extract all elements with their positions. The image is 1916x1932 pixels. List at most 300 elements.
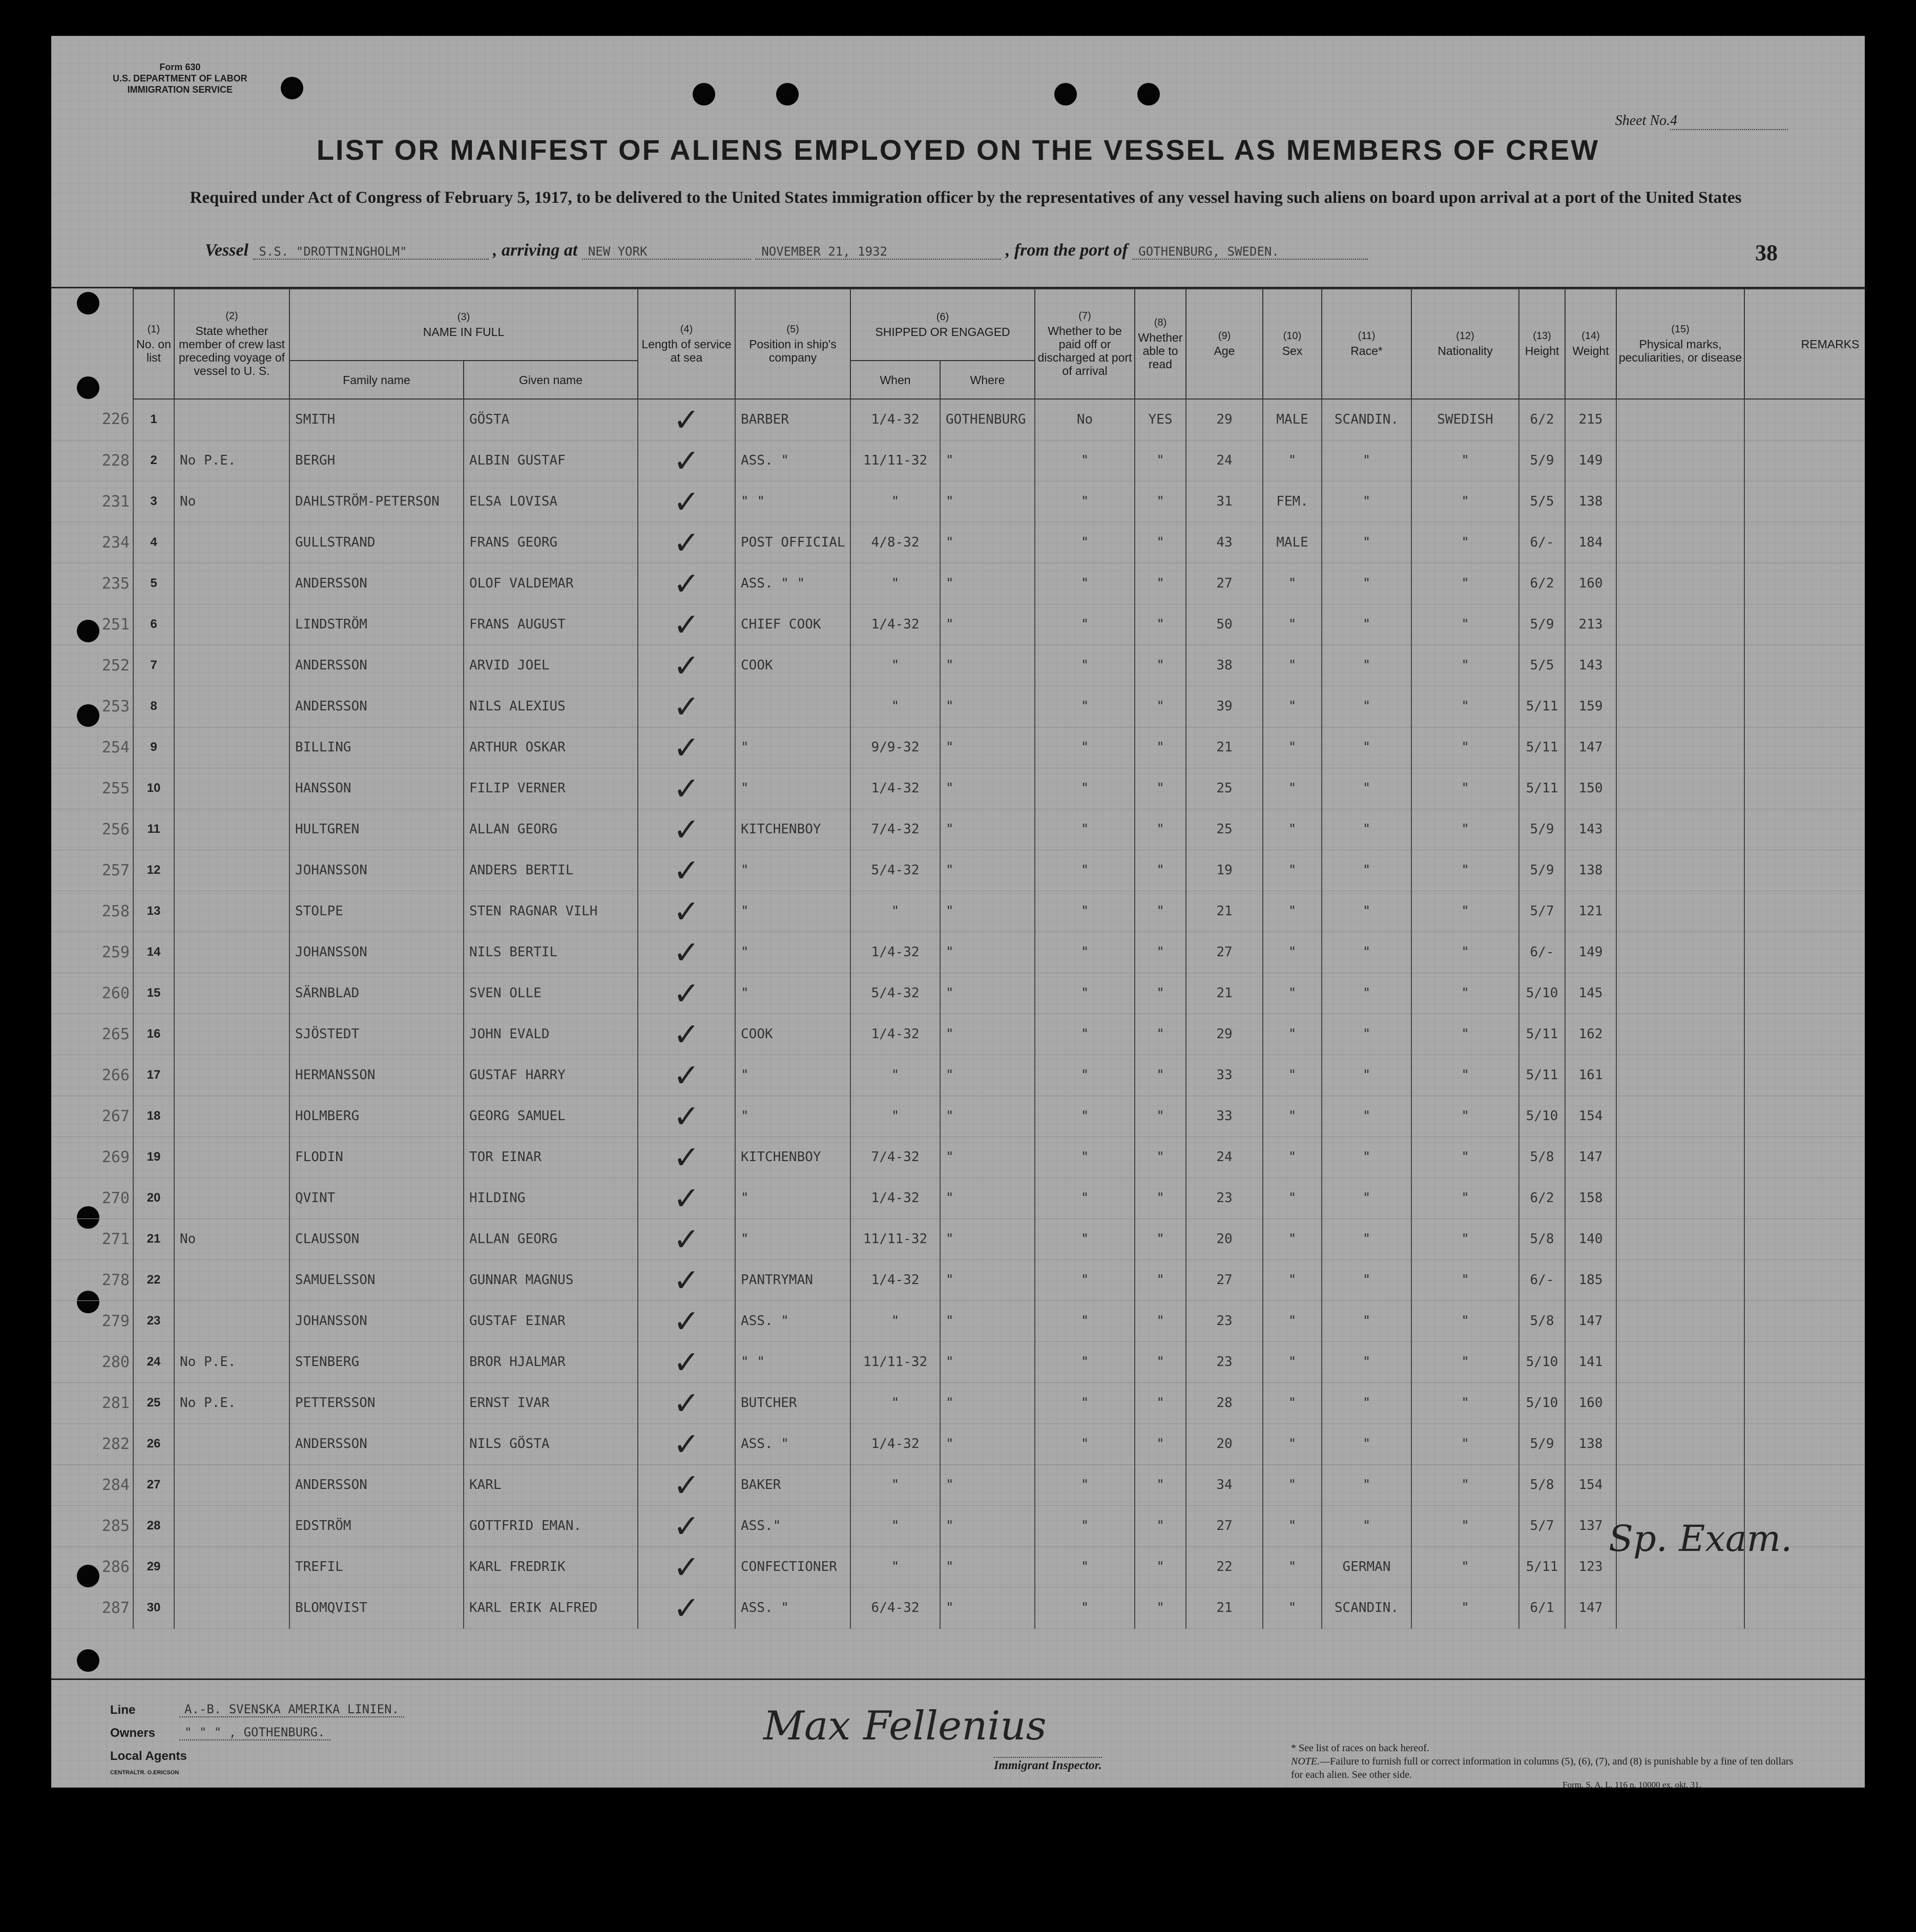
shipped-when-cell: " (850, 645, 940, 686)
ref-number-cell: 269 (51, 1137, 133, 1178)
race-cell: " (1322, 932, 1411, 973)
weight-cell: 143 (1565, 809, 1616, 850)
weight-cell: 149 (1565, 440, 1616, 481)
form-print-code: Form. S. A. L. 116 n. 10000 ex. okt. 31. (1563, 1780, 1701, 1788)
sex-cell: " (1263, 1464, 1322, 1505)
family-name-cell: BILLING (289, 727, 464, 768)
position-cell: " (735, 1096, 850, 1137)
line-value: A.-B. SVENSKA AMERIKA LINIEN. (179, 1702, 404, 1717)
age-cell: 34 (1186, 1464, 1263, 1505)
height-cell: 5/7 (1519, 1505, 1565, 1546)
service-check-cell: ✓ (638, 1587, 735, 1628)
shipped-where-cell: " (940, 973, 1035, 1014)
able-to-read-cell: " (1135, 1219, 1186, 1259)
age-cell: 27 (1186, 932, 1263, 973)
table-row (51, 1587, 1865, 1628)
list-number-cell: 16 (133, 1014, 174, 1055)
service-check-cell: ✓ (638, 891, 735, 932)
header-sex: (10) Sex (1263, 289, 1322, 399)
list-number-cell: 4 (133, 522, 174, 563)
service-check-cell: ✓ (638, 1382, 735, 1423)
race-cell: " (1322, 1137, 1411, 1178)
shipped-where-cell: " (940, 850, 1035, 891)
shipped-where-cell: " (940, 1137, 1035, 1178)
inspector-signature: Max Fellenius (763, 1703, 1047, 1749)
arrival-port: NEW YORK (582, 244, 751, 260)
height-cell: 6/2 (1519, 1178, 1565, 1219)
able-to-read-cell: " (1135, 1546, 1186, 1587)
paid-off-cell: " (1035, 1587, 1135, 1628)
race-cell: " (1322, 1219, 1411, 1259)
weight-cell: 147 (1565, 1137, 1616, 1178)
family-name-cell: SJÖSTEDT (289, 1014, 464, 1055)
table-row (51, 1341, 1865, 1382)
sex-cell: " (1263, 768, 1322, 809)
weight-cell: 137 (1565, 1505, 1616, 1546)
family-name-cell: JOHANSSON (289, 850, 464, 891)
ref-number-cell: 271 (51, 1219, 133, 1259)
printer-mark: CENTRALTR. O.ERICSON (110, 1770, 179, 1776)
shipped-where-cell: " (940, 1546, 1035, 1587)
previous-voyage-cell (174, 1055, 289, 1096)
paid-off-cell: " (1035, 1259, 1135, 1300)
previous-voyage-cell: No P.E. (174, 1341, 289, 1382)
shipped-when-cell: 11/11-32 (850, 440, 940, 481)
able-to-read-cell: " (1135, 1587, 1186, 1628)
paid-off-cell: " (1035, 1341, 1135, 1382)
shipped-when-cell: " (850, 1546, 940, 1587)
able-to-read-cell: " (1135, 768, 1186, 809)
table-row (51, 1137, 1865, 1178)
given-name-cell: ALLAN GEORG (464, 1219, 638, 1259)
punch-hole (281, 77, 303, 99)
race-cell: " (1322, 1014, 1411, 1055)
paid-off-cell: " (1035, 1546, 1135, 1587)
header-physical-marks: (15) Physical marks, peculiarities, or disease (1616, 289, 1744, 399)
height-cell: 5/9 (1519, 440, 1565, 481)
race-cell: " (1322, 1055, 1411, 1096)
age-cell: 43 (1186, 522, 1263, 563)
table-row (51, 768, 1865, 809)
shipped-when-cell: 11/11-32 (850, 1341, 940, 1382)
nationality-cell: " (1411, 604, 1519, 645)
sex-cell: " (1263, 727, 1322, 768)
remarks-cell (1744, 850, 1865, 891)
list-number-cell: 28 (133, 1505, 174, 1546)
given-name-cell: GUSTAF EINAR (464, 1300, 638, 1341)
nationality-cell: " (1411, 1219, 1519, 1259)
service-check-cell: ✓ (638, 481, 735, 522)
race-cell: " (1322, 645, 1411, 686)
punch-hole (1137, 83, 1160, 106)
list-number-cell: 19 (133, 1137, 174, 1178)
able-to-read-cell: " (1135, 1505, 1186, 1546)
table-row (51, 1014, 1865, 1055)
remarks-cell (1744, 768, 1865, 809)
shipped-where-cell: " (940, 1382, 1035, 1423)
paid-off-cell: " (1035, 522, 1135, 563)
remarks-cell (1744, 1178, 1865, 1219)
shipped-when-cell: 9/9-32 (850, 727, 940, 768)
shipped-where-cell: " (940, 1587, 1035, 1628)
paid-off-cell: " (1035, 440, 1135, 481)
able-to-read-cell: " (1135, 481, 1186, 522)
list-number-cell: 9 (133, 727, 174, 768)
previous-voyage-cell (174, 686, 289, 727)
sheet-value: 4 (1670, 113, 1788, 130)
family-name-cell: HERMANSSON (289, 1055, 464, 1096)
physical-marks-cell (1616, 809, 1744, 850)
height-cell: 6/- (1519, 522, 1565, 563)
header-list-number: (1) No. on list (133, 289, 174, 399)
shipped-where-cell: " (940, 1423, 1035, 1464)
height-cell: 5/8 (1519, 1137, 1565, 1178)
remarks-cell (1744, 1014, 1865, 1055)
remarks-cell (1744, 1137, 1865, 1178)
physical-marks-cell (1616, 768, 1744, 809)
nationality-cell: " (1411, 1505, 1519, 1546)
weight-cell: 158 (1565, 1178, 1616, 1219)
header-remarks: REMARKS (1744, 289, 1865, 399)
shipped-where-cell: " (940, 1178, 1035, 1219)
ref-number-cell: 284 (51, 1464, 133, 1505)
height-cell: 5/9 (1519, 604, 1565, 645)
race-cell: " (1322, 1464, 1411, 1505)
race-cell: " (1322, 1505, 1411, 1546)
previous-voyage-cell (174, 645, 289, 686)
shipped-where-cell: " (940, 1300, 1035, 1341)
sex-cell: " (1263, 563, 1322, 604)
shipped-where-cell: " (940, 809, 1035, 850)
nationality-cell: " (1411, 1137, 1519, 1178)
given-name-cell: KARL (464, 1464, 638, 1505)
table-row (51, 686, 1865, 727)
weight-cell: 147 (1565, 727, 1616, 768)
remarks-cell (1744, 809, 1865, 850)
previous-voyage-cell (174, 1300, 289, 1341)
age-cell: 33 (1186, 1096, 1263, 1137)
sex-cell: MALE (1263, 522, 1322, 563)
list-number-cell: 29 (133, 1546, 174, 1587)
table-row (51, 1259, 1865, 1300)
paid-off-cell: " (1035, 1219, 1135, 1259)
nationality-cell: " (1411, 1096, 1519, 1137)
given-name-cell: FRANS AUGUST (464, 604, 638, 645)
sex-cell: " (1263, 1259, 1322, 1300)
race-cell: " (1322, 440, 1411, 481)
weight-cell: 213 (1565, 604, 1616, 645)
nationality-cell: " (1411, 768, 1519, 809)
position-cell: ASS. " (735, 1587, 850, 1628)
height-cell: 5/11 (1519, 727, 1565, 768)
family-name-cell: LINDSTRÖM (289, 604, 464, 645)
header-height: (13) Height (1519, 289, 1565, 399)
height-cell: 5/10 (1519, 1382, 1565, 1423)
nationality-cell: " (1411, 481, 1519, 522)
service-check-cell: ✓ (638, 1464, 735, 1505)
family-name-cell: HANSSON (289, 768, 464, 809)
family-name-cell: FLODIN (289, 1137, 464, 1178)
physical-marks-cell (1616, 727, 1744, 768)
header-name-in-full: (3) NAME IN FULL (289, 289, 638, 361)
header-family-name: Family name (289, 361, 464, 399)
ref-number-cell: 235 (51, 563, 133, 604)
page-number: 38 (1755, 240, 1778, 265)
race-cell: " (1322, 1178, 1411, 1219)
family-name-cell: EDSTRÖM (289, 1505, 464, 1546)
department-name: U.S. DEPARTMENT OF LABOR (113, 73, 247, 83)
page-title: LIST OR MANIFEST OF ALIENS EMPLOYED ON THE VESSEL AS MEMBERS OF CREW (316, 134, 1600, 166)
physical-marks-cell (1616, 1096, 1744, 1137)
physical-marks-cell (1616, 645, 1744, 686)
service-check-cell: ✓ (638, 1300, 735, 1341)
given-name-cell: GÖSTA (464, 399, 638, 440)
shipped-when-cell: " (850, 1055, 940, 1096)
list-number-cell: 7 (133, 645, 174, 686)
shipped-when-cell: 4/8-32 (850, 522, 940, 563)
form-number: Form 630 (159, 62, 201, 72)
physical-marks-cell (1616, 481, 1744, 522)
table-row (51, 1219, 1865, 1259)
shipped-when-cell: 1/4-32 (850, 604, 940, 645)
header-when: When (850, 361, 940, 399)
service-check-cell: ✓ (638, 686, 735, 727)
position-cell: " (735, 1055, 850, 1096)
height-cell: 5/10 (1519, 1341, 1565, 1382)
list-number-cell: 13 (133, 891, 174, 932)
position-cell: ASS. " " (735, 563, 850, 604)
position-cell: " (735, 850, 850, 891)
position-cell: ASS. " (735, 1423, 850, 1464)
shipped-when-cell: 11/11-32 (850, 1219, 940, 1259)
position-cell: " (735, 973, 850, 1014)
position-cell: CHIEF COOK (735, 604, 850, 645)
position-cell: ASS." (735, 1505, 850, 1546)
physical-marks-cell (1616, 1014, 1744, 1055)
ref-number-cell: 254 (51, 727, 133, 768)
ref-number-cell: 286 (51, 1546, 133, 1587)
nationality-cell: " (1411, 1300, 1519, 1341)
able-to-read-cell: " (1135, 1178, 1186, 1219)
physical-marks-cell (1616, 1137, 1744, 1178)
previous-voyage-cell (174, 891, 289, 932)
weight-cell: 141 (1565, 1341, 1616, 1382)
height-cell: 5/11 (1519, 686, 1565, 727)
sex-cell: " (1263, 1505, 1322, 1546)
table-row (51, 891, 1865, 932)
ref-number-cell: 287 (51, 1587, 133, 1628)
given-name-cell: GUSTAF HARRY (464, 1055, 638, 1096)
age-cell: 21 (1186, 1587, 1263, 1628)
list-number-cell: 3 (133, 481, 174, 522)
physical-marks-cell (1616, 850, 1744, 891)
position-cell: " (735, 1219, 850, 1259)
race-cell: " (1322, 768, 1411, 809)
list-number-cell: 22 (133, 1259, 174, 1300)
shipped-where-cell: " (940, 563, 1035, 604)
family-name-cell: GULLSTRAND (289, 522, 464, 563)
position-cell: PANTRYMAN (735, 1259, 850, 1300)
age-cell: 27 (1186, 1259, 1263, 1300)
table-row (51, 1300, 1865, 1341)
departure-port: GOTHENBURG, SWEDEN. (1132, 244, 1368, 260)
list-number-cell: 5 (133, 563, 174, 604)
shipped-when-cell: 1/4-32 (850, 1259, 940, 1300)
race-cell: " (1322, 809, 1411, 850)
weight-cell: 123 (1565, 1546, 1616, 1587)
sex-cell: " (1263, 1219, 1322, 1259)
list-number-cell: 15 (133, 973, 174, 1014)
list-number-cell: 12 (133, 850, 174, 891)
list-number-cell: 18 (133, 1096, 174, 1137)
weight-cell: 162 (1565, 1014, 1616, 1055)
height-cell: 5/9 (1519, 850, 1565, 891)
arriving-label: , arriving at (493, 241, 578, 260)
physical-marks-cell (1616, 1178, 1744, 1219)
service-check-cell: ✓ (638, 1546, 735, 1587)
table-row (51, 1178, 1865, 1219)
nationality-cell: " (1411, 1341, 1519, 1382)
remarks-cell (1744, 973, 1865, 1014)
given-name-cell: KARL ERIK ALFRED (464, 1587, 638, 1628)
shipped-where-cell: " (940, 604, 1035, 645)
height-cell: 5/5 (1519, 481, 1565, 522)
service-check-cell: ✓ (638, 1178, 735, 1219)
physical-marks-cell (1616, 399, 1744, 440)
able-to-read-cell: " (1135, 686, 1186, 727)
weight-cell: 140 (1565, 1219, 1616, 1259)
weight-cell: 160 (1565, 1382, 1616, 1423)
paid-off-cell: " (1035, 604, 1135, 645)
nationality-cell: " (1411, 850, 1519, 891)
able-to-read-cell: " (1135, 1055, 1186, 1096)
height-cell: 6/- (1519, 932, 1565, 973)
previous-voyage-cell: No P.E. (174, 440, 289, 481)
previous-voyage-cell: No P.E. (174, 1382, 289, 1423)
header-able-to-read: (8) Whether able to read (1135, 289, 1186, 399)
race-cell: " (1322, 891, 1411, 932)
service-check-cell: ✓ (638, 850, 735, 891)
ref-number-cell: 259 (51, 932, 133, 973)
able-to-read-cell: " (1135, 1382, 1186, 1423)
inspector-label: Immigrant Inspector. (994, 1757, 1102, 1773)
shipped-where-cell: " (940, 440, 1035, 481)
ref-number-cell: 278 (51, 1259, 133, 1300)
ref-number-cell: 267 (51, 1096, 133, 1137)
height-cell: 5/5 (1519, 645, 1565, 686)
paid-off-cell: " (1035, 686, 1135, 727)
races-note: * See list of races on back hereof. (1291, 1742, 1429, 1754)
physical-marks-cell (1616, 522, 1744, 563)
race-cell: " (1322, 973, 1411, 1014)
table-row (51, 563, 1865, 604)
family-name-cell: HOLMBERG (289, 1096, 464, 1137)
paid-off-cell: " (1035, 1096, 1135, 1137)
able-to-read-cell: " (1135, 932, 1186, 973)
family-name-cell: BERGH (289, 440, 464, 481)
paid-off-cell: " (1035, 1137, 1135, 1178)
sex-cell: " (1263, 1300, 1322, 1341)
race-cell: " (1322, 1423, 1411, 1464)
able-to-read-cell: " (1135, 1137, 1186, 1178)
table-row (51, 932, 1865, 973)
nationality-cell: " (1411, 1587, 1519, 1628)
nationality-cell: " (1411, 727, 1519, 768)
weight-cell: 147 (1565, 1300, 1616, 1341)
sex-cell: FEM. (1263, 481, 1322, 522)
family-name-cell: HULTGREN (289, 809, 464, 850)
able-to-read-cell: " (1135, 1423, 1186, 1464)
age-cell: 27 (1186, 563, 1263, 604)
shipped-when-cell: " (850, 1300, 940, 1341)
service-check-cell: ✓ (638, 973, 735, 1014)
position-cell: " (735, 1178, 850, 1219)
weight-cell: 160 (1565, 563, 1616, 604)
paid-off-cell: " (1035, 1382, 1135, 1423)
physical-marks-cell (1616, 891, 1744, 932)
list-number-cell: 6 (133, 604, 174, 645)
previous-voyage-cell (174, 1259, 289, 1300)
family-name-cell: SÄRNBLAD (289, 973, 464, 1014)
given-name-cell: NILS BERTIL (464, 932, 638, 973)
age-cell: 27 (1186, 1505, 1263, 1546)
shipped-when-cell: " (850, 891, 940, 932)
family-name-cell: ANDERSSON (289, 686, 464, 727)
nationality-cell: " (1411, 1014, 1519, 1055)
physical-marks-cell (1616, 1423, 1744, 1464)
service-check-cell: ✓ (638, 1505, 735, 1546)
family-name-cell: ANDERSSON (289, 1464, 464, 1505)
family-name-cell: PETTERSSON (289, 1382, 464, 1423)
remarks-cell (1744, 891, 1865, 932)
family-name-cell: TREFIL (289, 1546, 464, 1587)
previous-voyage-cell (174, 850, 289, 891)
remarks-cell (1744, 440, 1865, 481)
nationality-cell: " (1411, 1464, 1519, 1505)
header-given-name: Given name (464, 361, 638, 399)
physical-marks-cell (1616, 440, 1744, 481)
height-cell: 5/8 (1519, 1464, 1565, 1505)
sex-cell: " (1263, 1423, 1322, 1464)
able-to-read-cell: " (1135, 850, 1186, 891)
weight-cell: 154 (1565, 1096, 1616, 1137)
list-number-cell: 24 (133, 1341, 174, 1382)
family-name-cell: STOLPE (289, 891, 464, 932)
list-number-cell: 25 (133, 1382, 174, 1423)
remarks-cell (1744, 522, 1865, 563)
physical-marks-cell (1616, 604, 1744, 645)
able-to-read-cell: " (1135, 809, 1186, 850)
height-cell: 5/11 (1519, 1546, 1565, 1587)
given-name-cell: ALBIN GUSTAF (464, 440, 638, 481)
position-cell: KITCHENBOY (735, 1137, 850, 1178)
shipped-where-cell: GOTHENBURG (940, 399, 1035, 440)
given-name-cell: OLOF VALDEMAR (464, 563, 638, 604)
height-cell: 5/10 (1519, 973, 1565, 1014)
ref-number-cell: 255 (51, 768, 133, 809)
previous-voyage-cell (174, 563, 289, 604)
service-check-cell: ✓ (638, 1423, 735, 1464)
age-cell: 21 (1186, 727, 1263, 768)
table-row (51, 1382, 1865, 1423)
ref-number-cell: 282 (51, 1423, 133, 1464)
family-name-cell: SAMUELSSON (289, 1259, 464, 1300)
age-cell: 24 (1186, 440, 1263, 481)
family-name-cell: QVINT (289, 1178, 464, 1219)
sheet-number (1615, 113, 1788, 130)
height-cell: 5/8 (1519, 1300, 1565, 1341)
age-cell: 29 (1186, 1014, 1263, 1055)
